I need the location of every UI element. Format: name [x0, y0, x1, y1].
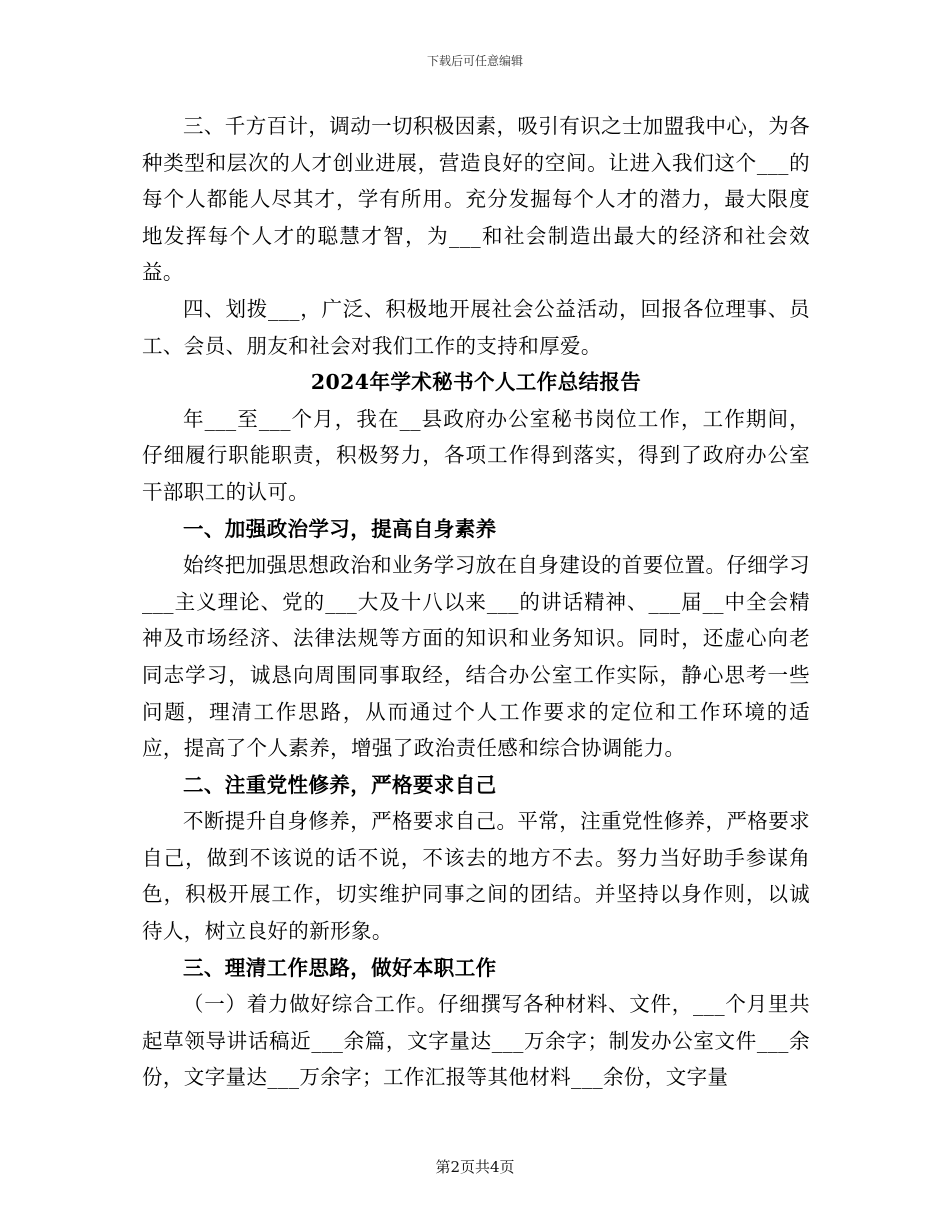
- page-number: 第2页共4页: [435, 1158, 515, 1176]
- paragraph-section-one: 始终把加强思想政治和业务学习放在自身建设的首要位置。仔细学习___主义理论、党的___大及十八以来___的讲话精神、___届__中全会精神及市场经济、法律法规等方面的知识和业务知识。同时，还虚心向老同志学习，诚恳向周围同事取经，结合办公室工作实际，静心思考一些问题，理清工作思路，从而通过个人工作要求的定位和工作环境的适应，提高了个人素养，增强了政治责任感和综合协调能力。: [142, 553, 810, 761]
- section-heading-two: 二、注重党性修养，严格要求自己: [183, 772, 497, 797]
- paragraph-strategy-three: 三、千方百计，调动一切积极因素，吸引有识之士加盟我中心，为各种类型和层次的人才创业进展，营造良好的空间。让进入我们这个___的每个人都能人尽其才，学有所用。充分发掘每个人才的潜力，最大限度地发挥每个人才的聪慧才智，为___和社会制造出最大的经济和社会效益。: [142, 114, 810, 285]
- paragraph-section-three-item-one: （一）着力做好综合工作。仔细撰写各种材料、文件，___个月里共起草领导讲话稿近___余篇，文字量达___万余字；制发办公室文件___余份，文字量达___万余字；工作汇报等其他材料___余份，文字量: [142, 992, 810, 1090]
- section-heading-one: 一、加强政治学习，提高自身素养: [183, 516, 497, 541]
- section-heading-three: 三、理清工作思路，做好本职工作: [183, 955, 497, 980]
- document-body: [142, 108, 810, 1096]
- document-title: 2024年学术秘书个人工作总结报告: [310, 370, 642, 395]
- paragraph-section-two: 不断提升自身修养，严格要求自己。平常，注重党性修养，严格要求自己，做到不该说的话不说，不该去的地方不去。努力当好助手参谋角色，积极开展工作，切实维护同事之间的团结。并坚持以身作则，以诚待人，树立良好的新形象。: [142, 809, 810, 944]
- paragraph-strategy-four: 四、划拨___，广泛、积极地开展社会公益活动，回报各位理事、员工、会员、朋友和社会对我们工作的支持和厚爱。: [142, 296, 810, 358]
- page-header: 下载后可任意编辑: [426, 54, 523, 68]
- paragraph-intro: 年___至___个月，我在__县政府办公室秘书岗位工作，工作期间，仔细履行职能职责，积极努力，各项工作得到落实，得到了政府办公室干部职工的认可。: [142, 406, 810, 504]
